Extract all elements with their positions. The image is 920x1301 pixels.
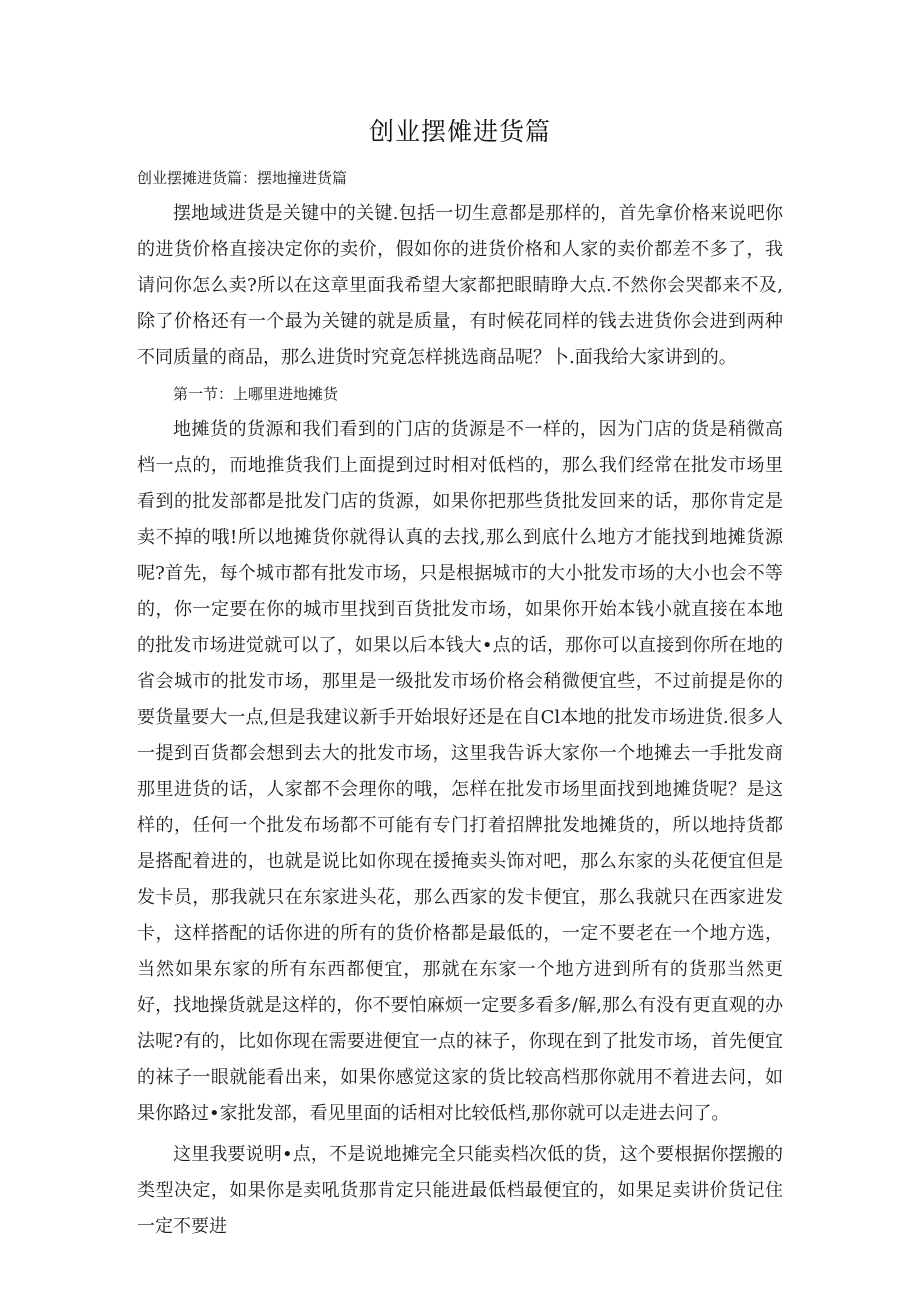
document-subtitle: 创业摆摊进货篇：摆地撞进货篇 bbox=[137, 169, 348, 187]
section-heading: 第一节：上哪里进地摊货 bbox=[173, 385, 339, 403]
document-body bbox=[137, 160, 783, 1245]
document-title: 创业摆傩进货篇 bbox=[368, 117, 551, 146]
body-paragraph-note: 这里我要说明•点，不是说地摊完全只能卖档次低的货，这个要根据你摆搬的类型决定，如果你是卖吼货那肯定只能进最低档最便宜的，如果足卖讲价货记住一定不要进 bbox=[137, 1144, 783, 1237]
body-paragraph-sourcing: 地摊货的货源和我们看到的门店的货源是不一样的，因为门店的货是稍微高档一点的，而地推货我们上面提到过时相对低档的，那么我们经常在批发市场里看到的批发部都是批发门店的货源，如果你把那些货批发回来的话，那你肯定是卖不掉的哦!所以地摊货你就得认真的去找,那么到底什么地方才能找到地摊货源呢?首先，每个城市都有批发市场，只是根据城市的大小批发市场的大小也会不等的，你一定要在你的城市里找到百货批发市场，如果你开始本钱小就直接在本地的批发市场进觉就可以了，如果以后本钱大•点的话，那你可以直接到你所在地的省会城市的批发市场，那里是一级批发市场价格会稍微便宜些，不过前提是你的要货量要大一点,但是我建议新手开始垠好还是在自Cl本地的批发市场进货.很多人一提到百货都会想到去大的批发市场，这里我告诉大家你一个地摊去一手批发商那里进货的话，人家都不会理你的哦，怎样在批发市场里面找到地摊货呢？是这样的，任何一个批发布场都不可能有专门打着招牌批发地摊货的，所以地持货都是搭配着进的，也就是说比如你现在援掩卖头饰对吧，那么东家的头花便宜但是发卡员，那我就只在东家进头花，那么西家的发卡便宜，那么我就只在西家进发卡，这样搭配的话你进的所有的货价格都是最低的，一定不要老在一个地方选，当然如果东家的所有东西都便宜，那就在东家一个地方进到所有的货那当然更好，找地操货就是这样的，你不要怕麻烦一定要多看多/解,那么有没有更直观的办法呢?有的，比如你现在需要进便宜一点的袜子，你现在到了批发市场，首先便宜的袜子一眼就能看出来，如果你感觉这家的货比较高档那你就用不着进去问，如果你路过•家批发部，看见里面的话相对比较低档,那你就可以走进去问了。 bbox=[137, 419, 783, 1124]
body-paragraph-intro: 摆地域进货是关键中的关键.包括一切生意都是那样的，首先拿价格来说吧你的进货价格直接决定你的卖价，假如你的进货价格和人家的卖价都差不多了，我请问你怎么卖?所以在这章里面我希望大家都把眼睛睁大点.不然你会哭都来不及,除了价格还有一个最为关键的就是质量，有时候花同样的钱去进货你会进到两种不同质量的商品，那么进货时究竟怎样挑选商品呢？卜.面我给大家讲到的。 bbox=[137, 203, 783, 368]
